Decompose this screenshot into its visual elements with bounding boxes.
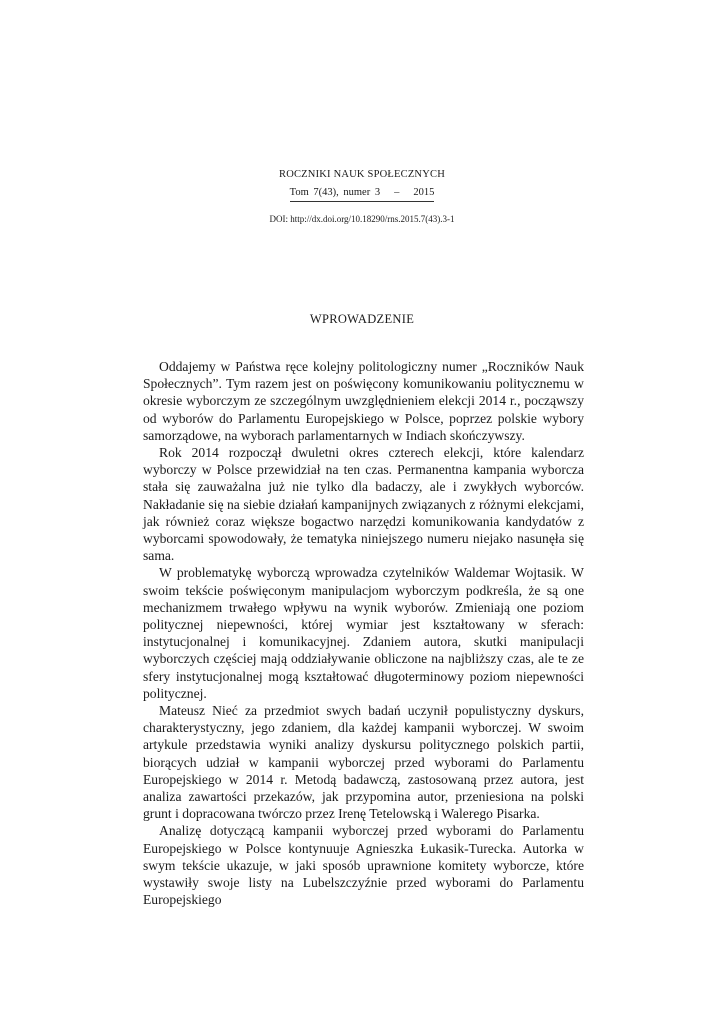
journal-name: ROCZNIKI NAUK SPOŁECZNYCH (278, 169, 445, 180)
journal-header (0, 168, 724, 225)
article-body (143, 358, 584, 909)
paragraph: Oddajemy w Państwa ręce kolejny politologiczny numer „Roczników Nauk Społecznych”. Tym razem jest on poświęcony komunikowaniu politycznemu w okresie wyborczym ze szczególnym uwzględnieniem elekcji 2014 r., począwszy od wyborów do Parlamentu Europejskiego w Polsce, poprzez polskie wybory samorządowe, na wyborach parlamentarnych w Indiach skończywszy. (143, 359, 584, 443)
article-title: WPROWADZENIE (309, 312, 415, 326)
paragraph: Mateusz Nieć za przedmiot swych badań uczynił populistyczny dyskurs, charakterystyczny, jego zdaniem, dla każdej kampanii wyborczej. W swoim artykule przedstawia wyniki analizy dyskursu politycznego polskich partii, biorących udział w kampanii wyborczej przed wyborami do Parlamentu Europejskiego w 2014 r. Metodą badawczą, zastosowaną przez autora, jest analiza zawartości przekazów, jak przypomina autor, przeniesiona na polski grunt i dopracowana twórczo przez Irenę Tetelowską i Walerego Pisarka. (143, 703, 584, 822)
volume-number: Tom 7(43), numer 3 (289, 187, 381, 198)
paragraph: W problematykę wyborczą wprowadza czytelników Waldemar Wojtasik. W swoim tekście poświęconym manipulacjom wyborczym podkreśla, że są one mechanizmem trwałego wpływu na wynik wyborów. Zmieniają one poziom politycznej niepewności, której wymiar jest kształtowany w sferach: instytucjonalnej i komunikacyjnej. Zdaniem autora, skutki manipulacji wyborczych częściej mają oddziaływanie obliczone na najbliższy czas, ale te ze sfery instytucjonalnej mogą kształtować długoterminowy poziom niepewności politycznej. (143, 565, 584, 701)
issue-info (290, 186, 435, 202)
issue-year: 2015 (413, 187, 435, 198)
issue-separator: – (394, 187, 400, 198)
paragraph: Rok 2014 rozpoczął dwuletni okres czterech elekcji, które kalendarz wyborczy w Polsce przewidział na ten czas. Permanentna kampania wyborcza stała się zauważalna już nie tylko dla badaczy, ale i zwykłych wyborców. Nakładanie się na siebie działań kampanijnych związanych z różnymi elekcjami, jak również coraz większe bogactwo narzędzi komunikowania kandydatów z wyborcami spowodowały, że tematyka niniejszego numeru niejako nasunęła się sama. (143, 445, 584, 564)
paragraph: Analizę dotyczącą kampanii wyborczej przed wyborami do Parlamentu Europejskiego w Polsce kontynuuje Agnieszka Łukasik-Turecka. Autorka w swym tekście ukazuje, w jaki sposób uprawnione komitety wyborcze, które wystawiły swoje listy na Lubelszczyźnie przed wyborami do Parlamentu Europejskiego (143, 823, 584, 908)
doi-line: DOI: http://dx.doi.org/10.18290/rns.2015.7(43).3-1 (269, 214, 455, 224)
